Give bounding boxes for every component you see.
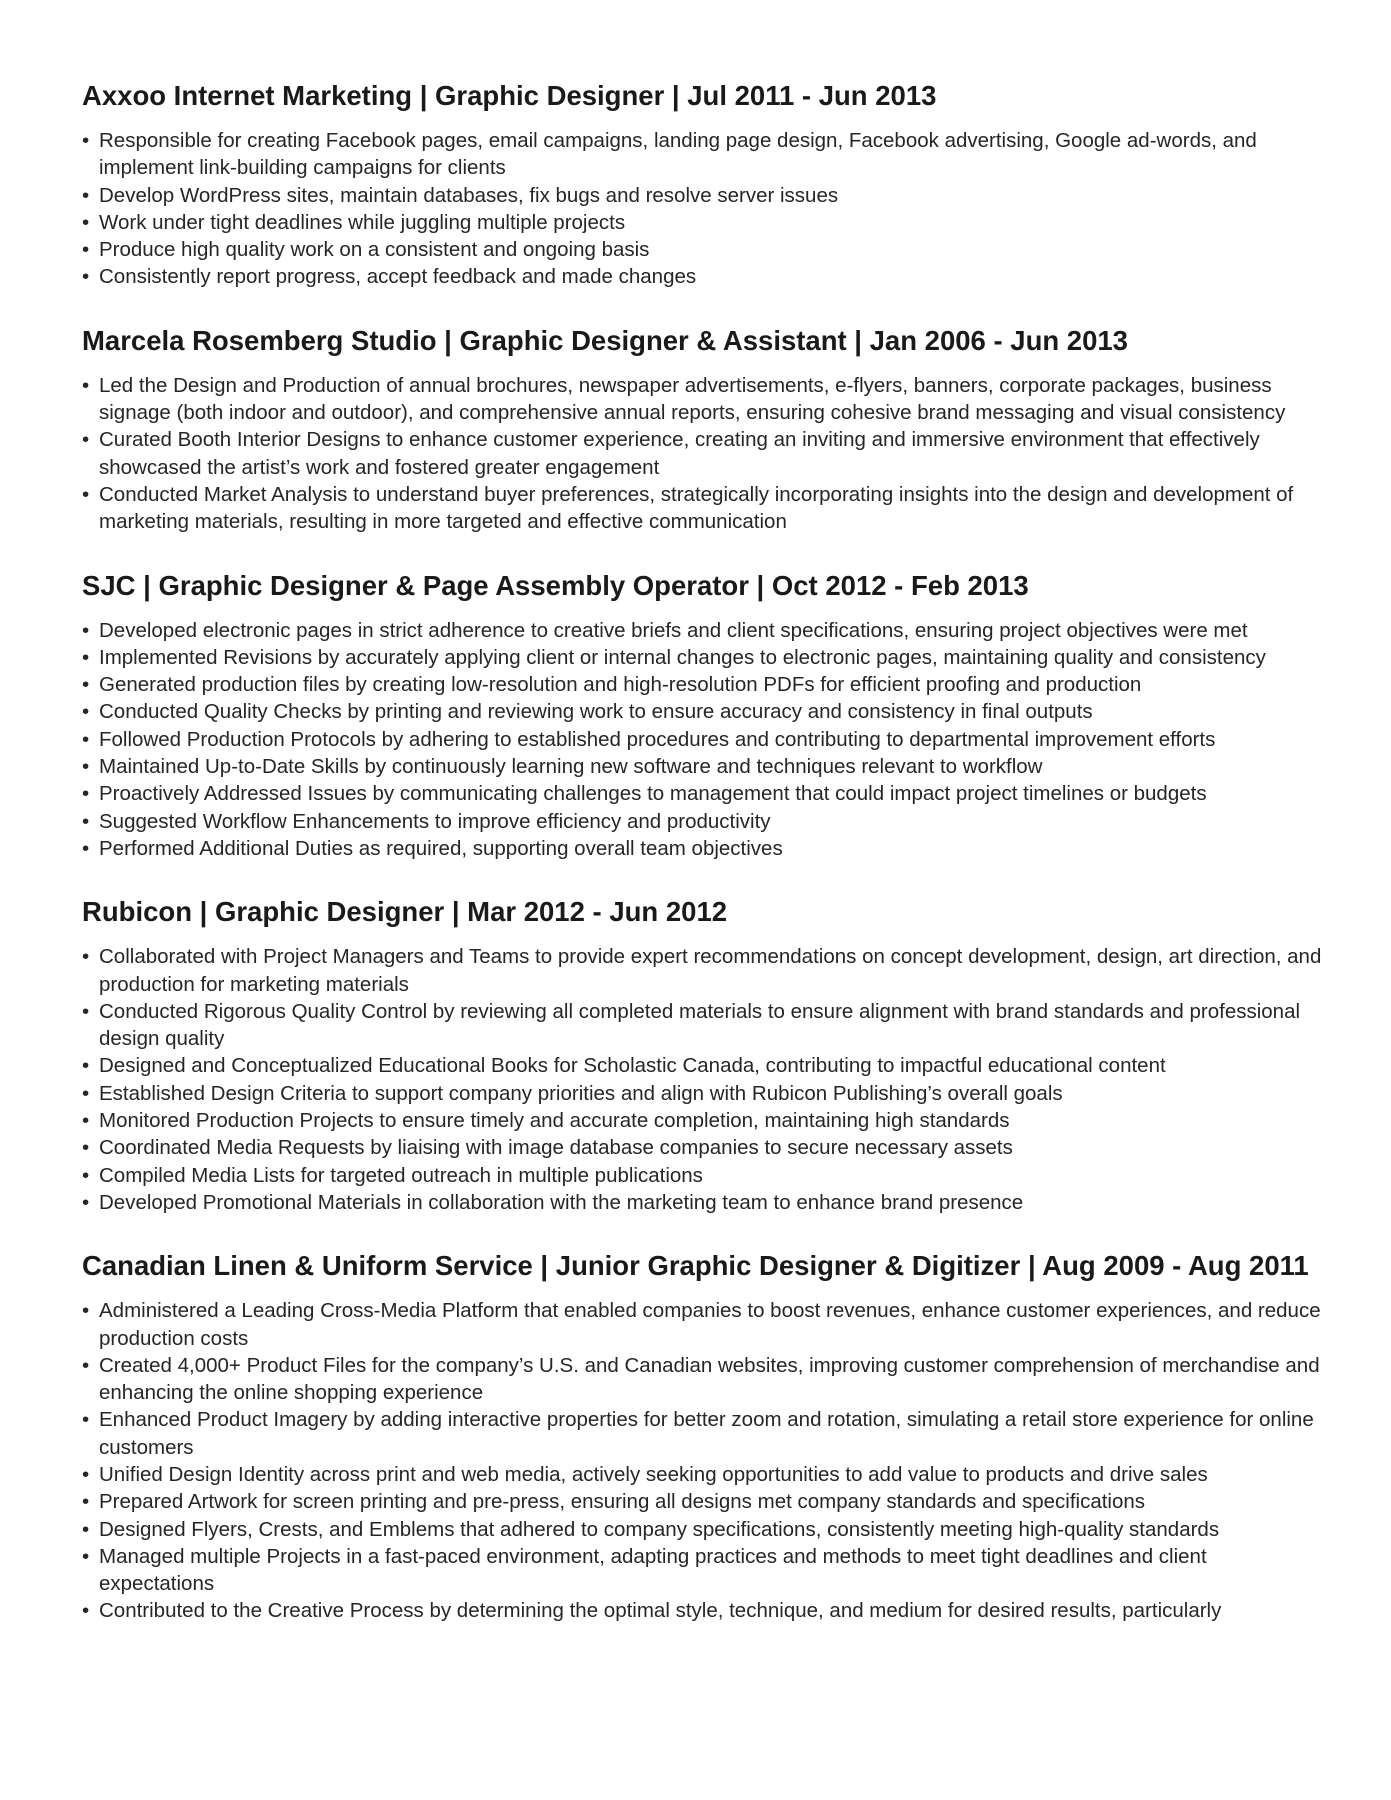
bullet-icon: • [82, 1163, 90, 1187]
bullet-icon: • [82, 727, 90, 751]
list-item-text: Proactively Addressed Issues by communicating challenges to management that could impact project timelines or budgets [99, 782, 1207, 806]
list-item-text: Established Design Criteria to support company priorities and align with Rubicon Publishing’s overall goals [99, 1081, 1063, 1105]
list-item [82, 1352, 1322, 1407]
bullet-icon: • [82, 210, 90, 234]
list-item-text: Administered a Leading Cross-Media Platform that enabled companies to boost revenues, enhance customer experiences, and reduce production costs [99, 1299, 1321, 1350]
list-item [82, 209, 1322, 236]
list-item [82, 998, 1322, 1053]
list-item-text: Implemented Revisions by accurately applying client or internal changes to electronic pages, maintaining quality and consistency [99, 645, 1266, 669]
list-item-text: Consistently report progress, accept feedback and made changes [99, 265, 697, 289]
bullet-icon: • [82, 183, 90, 207]
list-item-text: Performed Additional Duties as required, supporting overall team objectives [99, 836, 783, 860]
bullet-icon: • [82, 428, 90, 452]
job-title: Marcela Rosemberg Studio | Graphic Designer & Assistant | Jan 2006 - Jun 2013 [82, 324, 1128, 356]
list-item [82, 1488, 1322, 1515]
job-title: Canadian Linen & Uniform Service | Junior Graphic Designer & Digitizer | Aug 2009 - Aug 2011 [82, 1250, 1309, 1282]
list-item-text: Curated Booth Interior Designs to enhance customer experience, creating an inviting and immersive environment that effectively showcased the artist’s work and fostered greater engagement [99, 428, 1260, 479]
list-item-text: Coordinated Media Requests by liaising with image database companies to secure necessary assets [99, 1136, 1013, 1160]
list-item [82, 1297, 1322, 1352]
bullet-list [82, 617, 1322, 863]
bullet-icon: • [82, 755, 90, 779]
bullet-icon: • [82, 1299, 90, 1323]
bullet-icon: • [82, 265, 90, 289]
list-item [82, 426, 1322, 481]
bullet-icon: • [82, 1109, 90, 1133]
bullet-icon: • [82, 238, 90, 262]
list-item [82, 372, 1322, 427]
list-item-text: Conducted Market Analysis to understand buyer preferences, strategically incorporating insights into the design and development of marketing materials, resulting in more targeted and effective communication [99, 482, 1294, 534]
job-section-axxoo [82, 78, 1322, 291]
bullet-icon: • [82, 836, 90, 860]
list-item [82, 1052, 1322, 1079]
list-item-text: Produce high quality work on a consistent and ongoing basis [99, 238, 650, 262]
list-item-text: Responsible for creating Facebook pages, email campaigns, landing page design, Facebook advertising, Google ad-words, and implement link-building campaigns for clients [99, 129, 1257, 180]
job-title: Rubicon | Graphic Designer | Mar 2012 - Jun 2012 [82, 896, 728, 928]
list-item [82, 1107, 1322, 1134]
bullet-list [82, 943, 1322, 1216]
list-item [82, 943, 1322, 998]
list-item-text: Suggested Workflow Enhancements to improve efficiency and productivity [99, 809, 771, 833]
bullet-icon: • [82, 1599, 90, 1623]
bullet-icon: • [82, 373, 90, 397]
bullet-icon: • [82, 1544, 90, 1568]
bullet-icon: • [82, 999, 90, 1023]
resume-page [82, 78, 1322, 1657]
bullet-list [82, 127, 1322, 291]
list-item-text: Conducted Rigorous Quality Control by reviewing all completed materials to ensure alignment with brand standards and professional design quality [99, 999, 1301, 1051]
list-item-text: Work under tight deadlines while juggling multiple projects [99, 210, 626, 234]
list-item [82, 1597, 1322, 1624]
bullet-list [82, 372, 1322, 536]
list-item-text: Enhanced Product Imagery by adding interactive properties for better zoom and rotation, simulating a retail store experience for online customers [99, 1408, 1314, 1459]
list-item-text: Developed Promotional Materials in collaboration with the marketing team to enhance brand presence [99, 1190, 1024, 1214]
bullet-icon: • [82, 945, 90, 969]
list-item [82, 1543, 1322, 1598]
bullet-icon: • [82, 700, 90, 724]
list-item-text: Contributed to the Creative Process by determining the optimal style, technique, and medium for desired results, particularly [99, 1599, 1222, 1623]
list-item [82, 263, 1322, 290]
list-item [82, 698, 1322, 725]
list-item-text: Collaborated with Project Managers and Teams to provide expert recommendations on concept development, design, art direction, and production for marketing materials [99, 945, 1322, 996]
list-item [82, 726, 1322, 753]
bullet-icon: • [82, 482, 90, 506]
bullet-icon: • [82, 1490, 90, 1514]
bullet-icon: • [82, 645, 90, 669]
bullet-icon: • [82, 1517, 90, 1541]
list-item [82, 671, 1322, 698]
list-item-text: Designed and Conceptualized Educational Books for Scholastic Canada, contributing to impactful educational content [99, 1054, 1166, 1078]
list-item-text: Maintained Up-to-Date Skills by continuously learning new software and techniques relevant to workflow [99, 755, 1043, 779]
list-item-text: Created 4,000+ Product Files for the company’s U.S. and Canadian websites, improving customer comprehension of merchandise and enhancing the online shopping experience [99, 1353, 1320, 1405]
list-item [82, 780, 1322, 807]
list-item [82, 1162, 1322, 1189]
bullet-icon: • [82, 782, 90, 806]
bullet-icon: • [82, 809, 90, 833]
bullet-icon: • [82, 1462, 90, 1486]
list-item [82, 835, 1322, 862]
bullet-icon: • [82, 1353, 90, 1377]
list-item [82, 236, 1322, 263]
list-item [82, 1516, 1322, 1543]
list-item-text: Led the Design and Production of annual brochures, newspaper advertisements, e-flyers, banners, corporate packages, business signage (both indoor and outdoor), and comprehensive annual reports, ensuring cohesive brand messaging and visual consistency [99, 373, 1286, 425]
list-item [82, 1461, 1322, 1488]
bullet-icon: • [82, 129, 90, 152]
bullet-icon: • [82, 1054, 90, 1078]
list-item-text: Designed Flyers, Crests, and Emblems that adhered to company specifications, consistently meeting high-quality standards [99, 1517, 1220, 1541]
job-section-sjc [82, 568, 1322, 863]
list-item [82, 127, 1322, 182]
bullet-icon: • [82, 1136, 90, 1160]
bullet-icon: • [82, 1190, 90, 1214]
list-item [82, 617, 1322, 644]
list-item-text: Prepared Artwork for screen printing and pre-press, ensuring all designs met company standards and specifications [99, 1490, 1146, 1514]
job-title: SJC | Graphic Designer & Page Assembly Operator | Oct 2012 - Feb 2013 [82, 569, 1029, 601]
bullet-list [82, 1297, 1322, 1625]
list-item-text: Develop WordPress sites, maintain databases, fix bugs and resolve server issues [99, 183, 839, 207]
list-item [82, 1189, 1322, 1216]
job-title: Axxoo Internet Marketing | Graphic Designer | Jul 2011 - Jun 2013 [82, 80, 937, 111]
list-item [82, 1134, 1322, 1161]
list-item [82, 753, 1322, 780]
list-item [82, 1406, 1322, 1461]
list-item-text: Managed multiple Projects in a fast-paced environment, adapting practices and methods to meet tight deadlines and client expectations [99, 1544, 1207, 1596]
list-item [82, 481, 1322, 536]
list-item [82, 1080, 1322, 1107]
bullet-icon: • [82, 1408, 90, 1432]
list-item-text: Conducted Quality Checks by printing and reviewing work to ensure accuracy and consistency in final outputs [99, 700, 1093, 724]
list-item [82, 808, 1322, 835]
job-section-canadian-linen [82, 1248, 1322, 1625]
job-section-rubicon [82, 894, 1322, 1216]
job-section-marcela-rosemberg [82, 323, 1322, 536]
list-item [82, 644, 1322, 671]
list-item-text: Compiled Media Lists for targeted outreach in multiple publications [99, 1163, 703, 1187]
list-item [82, 182, 1322, 209]
list-item-text: Generated production files by creating low-resolution and high-resolution PDFs for efficient proofing and production [99, 673, 1142, 697]
list-item-text: Monitored Production Projects to ensure timely and accurate completion, maintaining high standards [99, 1109, 1010, 1133]
bullet-icon: • [82, 618, 90, 642]
list-item-text: Followed Production Protocols by adhering to established procedures and contributing to departmental improvement efforts [99, 727, 1216, 751]
bullet-icon: • [82, 673, 90, 697]
bullet-icon: • [82, 1081, 90, 1105]
list-item-text: Unified Design Identity across print and web media, actively seeking opportunities to add value to products and drive sales [99, 1462, 1208, 1486]
list-item-text: Developed electronic pages in strict adherence to creative briefs and client specifications, ensuring project objectives were met [99, 618, 1248, 642]
